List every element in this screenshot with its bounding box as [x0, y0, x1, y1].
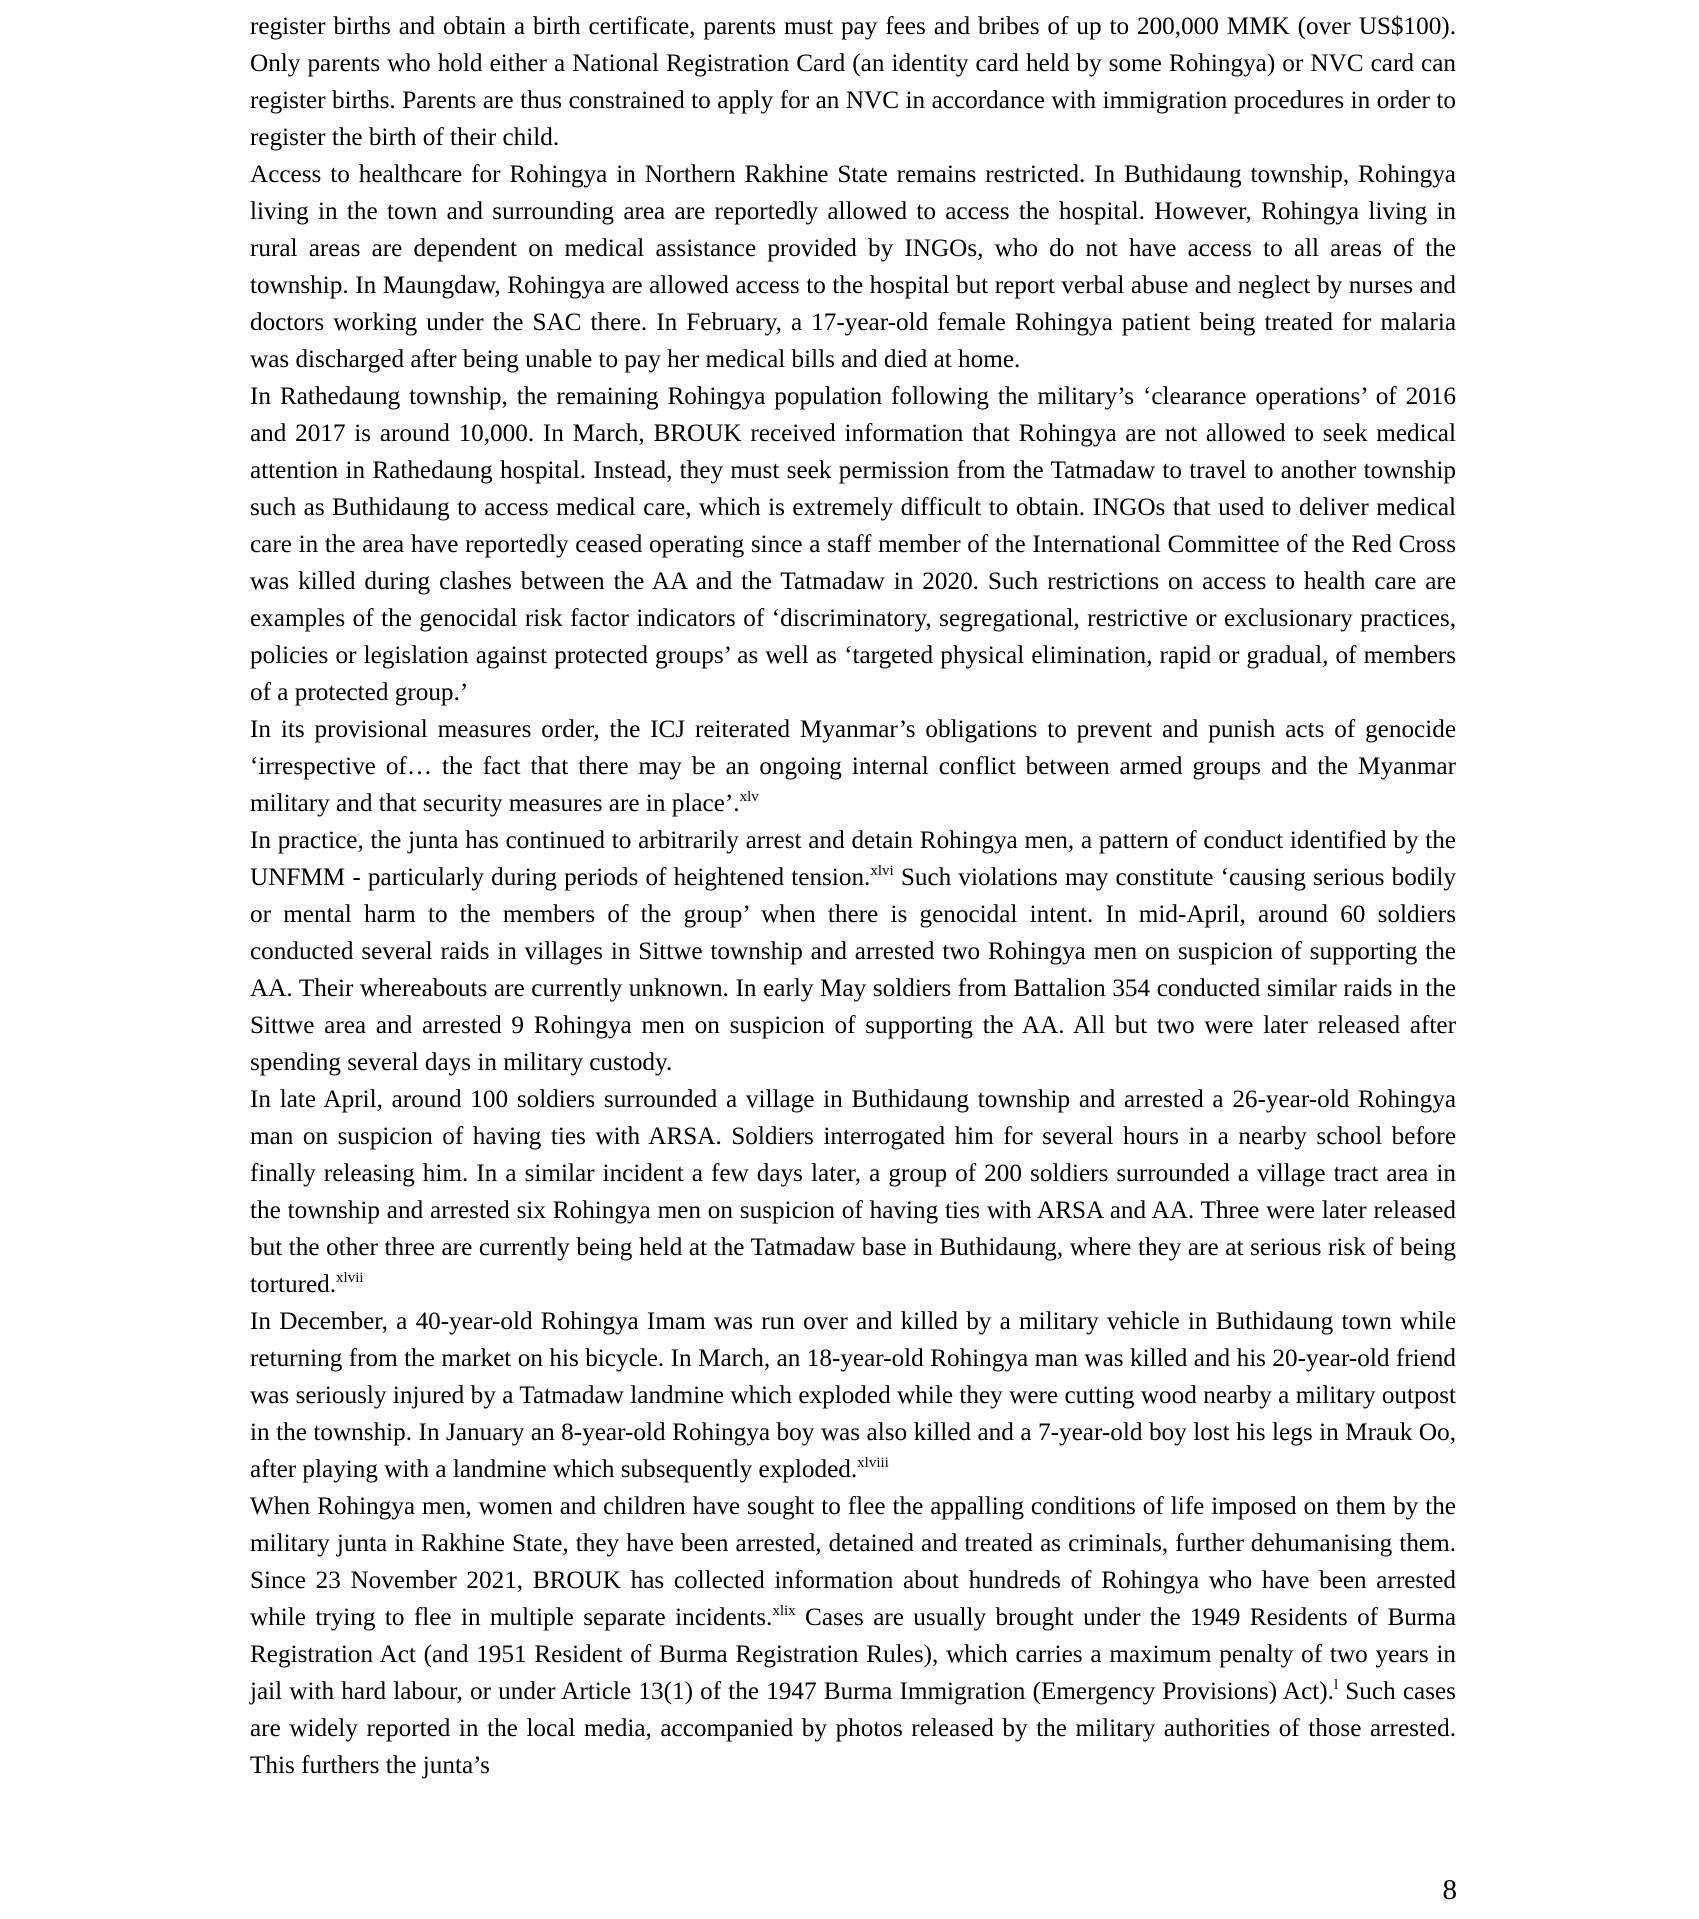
endnote-reference[interactable]: xlviii	[857, 1455, 889, 1471]
paragraph	[250, 1081, 1456, 1303]
endnote-reference[interactable]: xlv	[739, 789, 759, 805]
endnote-reference[interactable]: l	[1333, 1677, 1339, 1693]
paragraph-text: Cases are usually brought under the 1949 Residents of Burma Registration Act (and 1951 Resident of Burma Registration Rules), which carries a maximum penalty of two years in jail with hard labour, or under Article 13(1) of the 1947 Burma Immigration (Emergency Provisions) Act).	[250, 1604, 1456, 1705]
endnote-reference[interactable]: xlix	[772, 1603, 796, 1619]
paragraph-text: Access to healthcare for Rohingya in Northern Rakhine State remains restricted. In Buthidaung township, Rohingya living in the town and surrounding area are reportedly allowed to access the hospital. However, Rohingya living in rural areas are dependent on medical assistance provided by INGOs, who do not have access to all areas of the township. In Maungdaw, Rohingya are allowed access to the hospital but report verbal abuse and neglect by nurses and doctors working under the SAC there. In February, a 17-year-old female Rohingya patient being treated for malaria was discharged after being unable to pay her medical bills and died at home.	[250, 161, 1456, 373]
paragraph-text: When Rohingya men, women and children have sought to flee the appalling conditions of life imposed on them by the military junta in Rakhine State, they have been arrested, detained and treated as criminals, further dehumanising them. Since 23 November 2021, BROUK has collected information about hundreds of Rohingya who have been arrested while trying to flee in multiple separate incidents.	[250, 1493, 1456, 1631]
page-number: 8	[1442, 1874, 1457, 1906]
paragraph-text: In Rathedaung township, the remaining Rohingya population following the military’s ‘clearance operations’ of 2016 and 2017 is around 10,000. In March, BROUK received information that Rohingya are not allowed to seek medical attention in Rathedaung hospital. Instead, they must seek permission from the Tatmadaw to travel to another township such as Buthidaung to access medical care, which is extremely difficult to obtain. INGOs that used to deliver medical care in the area have reportedly ceased operating since a staff member of the International Committee of the Red Cross was killed during clashes between the AA and the Tatmadaw in 2020. Such restrictions on access to health care are examples of the genocidal risk factor indicators of ‘discriminatory, segregational, restrictive or exclusionary practices, policies or legislation against protected groups’ as well as ‘targeted physical elimination, rapid or gradual, of members of a protected group.’	[250, 383, 1456, 706]
paragraph	[250, 1488, 1456, 1784]
endnote-reference[interactable]: xlvi	[870, 863, 894, 879]
paragraph	[250, 156, 1456, 378]
paragraph	[250, 822, 1456, 1081]
paragraph-text: Such cases are widely reported in the local media, accompanied by photos released by the military authorities of those arrested. This furthers the junta’s	[250, 1678, 1456, 1779]
paragraph	[250, 711, 1456, 822]
paragraph-text: register births and obtain a birth certificate, parents must pay fees and bribes of up to 200,000 MMK (over US$100). Only parents who hold either a National Registration Card (an identity card held by some Rohingya) or NVC card can register births. Parents are thus constrained to apply for an NVC in accordance with immigration procedures in order to register the birth of their child.	[250, 13, 1456, 151]
paragraph-text: In late April, around 100 soldiers surrounded a village in Buthidaung township and arrested a 26-year-old Rohingya man on suspicion of having ties with ARSA. Soldiers interrogated him for several hours in a nearby school before finally releasing him. In a similar incident a few days later, a group of 200 soldiers surrounded a village tract area in the township and arrested six Rohingya men on suspicion of having ties with ARSA and AA. Three were later released but the other three are currently being held at the Tatmadaw base in Buthidaung, where they are at serious risk of being tortured.	[250, 1086, 1456, 1298]
paragraph	[250, 8, 1456, 156]
paragraph-text: In practice, the junta has continued to arbitrarily arrest and detain Rohingya men, a pattern of conduct identified by the UNFMM - particularly during periods of heightened tension.	[250, 827, 1456, 891]
body-text	[250, 8, 1456, 1784]
paragraph	[250, 378, 1456, 711]
paragraph-text: Such violations may constitute ‘causing serious bodily or mental harm to the members of the group’ when there is genocidal intent. In mid-April, around 60 soldiers conducted several raids in villages in Sittwe township and arrested two Rohingya men on suspicion of supporting the AA. Their whereabouts are currently unknown. In early May soldiers from Battalion 354 conducted similar raids in the Sittwe area and arrested 9 Rohingya men on suspicion of supporting the AA. All but two were later released after spending several days in military custody.	[250, 864, 1456, 1076]
paragraph-text: In December, a 40-year-old Rohingya Imam was run over and killed by a military vehicle in Buthidaung town while returning from the market on his bicycle. In March, an 18-year-old Rohingya man was killed and his 20-year-old friend was seriously injured by a Tatmadaw landmine which exploded while they were cutting wood nearby a military outpost in the township. In January an 8-year-old Rohingya boy was also killed and a 7-year-old boy lost his legs in Mrauk Oo, after playing with a landmine which subsequently exploded.	[250, 1308, 1456, 1483]
paragraph-text: In its provisional measures order, the ICJ reiterated Myanmar’s obligations to prevent and punish acts of genocide ‘irrespective of… the fact that there may be an ongoing internal conflict between armed groups and the Myanmar military and that security measures are in place’.	[250, 716, 1456, 817]
paragraph	[250, 1303, 1456, 1488]
endnote-reference[interactable]: xlvii	[336, 1270, 364, 1286]
